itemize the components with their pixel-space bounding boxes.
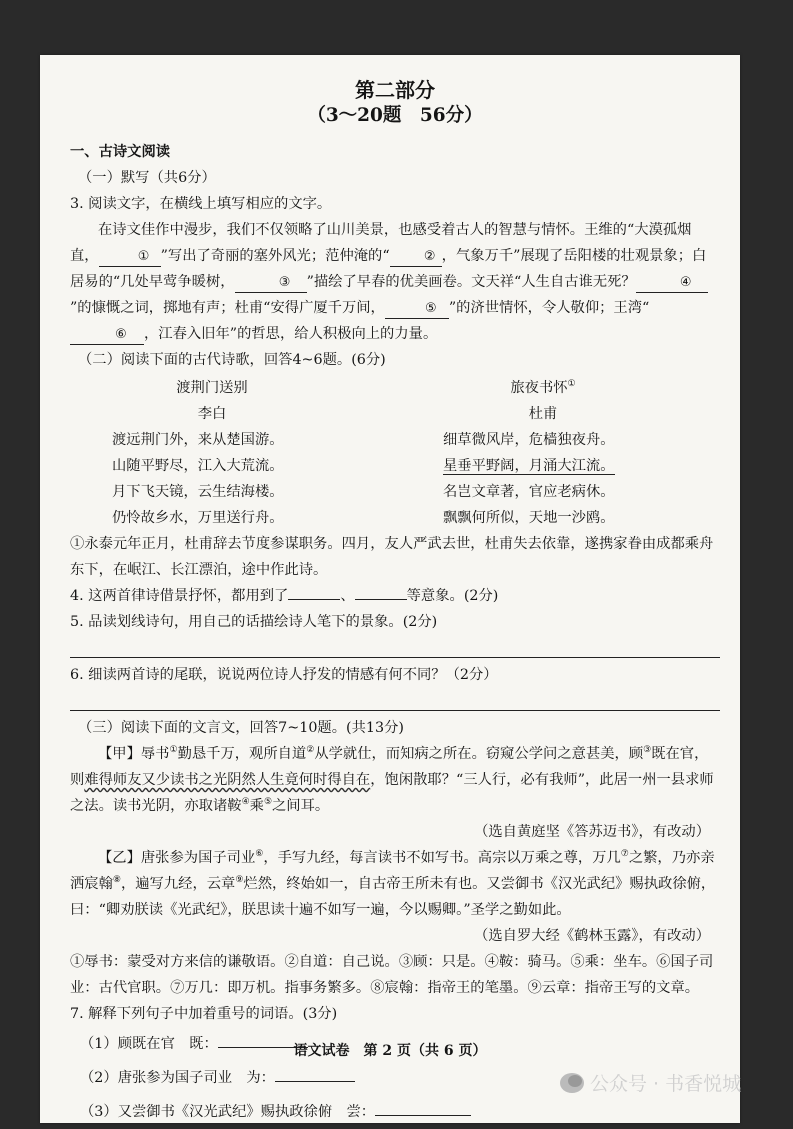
watermark [560, 1069, 741, 1096]
page-title: 第二部分 [355, 78, 435, 102]
poem-2-line: 细草微风岸，危樯独夜舟。 [443, 432, 615, 448]
q4-blank-2[interactable] [355, 599, 407, 600]
q5-answer-line[interactable] [70, 635, 720, 658]
page-content [70, 77, 720, 1129]
poem-1-line: 渡远荆门外，来从楚国游。 [112, 432, 284, 448]
poem-2-line: 名岂文章著，官应老病休。 [443, 484, 615, 500]
blank-6[interactable]: ⑥ [70, 325, 144, 345]
poem-1-line: 山随平野尽，江入大荒流。 [112, 458, 284, 474]
passage-yi-source: （选自罗大经《鹤林玉露》，有改动） [474, 928, 710, 944]
passage-jia: 【甲】辱书①勤恳千万，观所自道②从学就仕，而知病之所在。窃窥公学问之意甚美，顾③既在官，则难得师友又少读书之光阴然人生竟何时得自在，饱闲散耶？“三人行，必有我师”，此居一州一县求师之法。读书光阴，亦取诸鞍④乘⑤之间耳。 [70, 745, 714, 814]
passage-jia-source: （选自黄庭坚《答苏迈书》，有改动） [474, 824, 710, 840]
poem-note: ①永泰元年正月，杜甫辞去节度参谋职务。四月，友人严武去世，杜甫失去依靠，遂携家眷由成都乘舟东下，在岷江、长江漂泊，途中作此诗。 [70, 536, 714, 578]
page-subtitle: （3～20题 56分） [307, 105, 483, 126]
page-footer: 语文试卷 第 2 页（共 6 页） [293, 1043, 487, 1059]
wechat-icon [560, 1073, 584, 1093]
blank-4[interactable]: ④ [636, 273, 708, 293]
section-heading: 一、古诗文阅读 [70, 144, 171, 160]
q7-answer-3[interactable] [375, 1115, 471, 1116]
wavy-underlined-sentence: 难得师友又少读书之光阴然人生竟何时得自在 [84, 772, 371, 788]
blank-5[interactable]: ⑤ [385, 299, 449, 319]
passage-yi: 【乙】唐张参为国子司业⑥，手写九经，每言读书不如写书。高宗以万乘之尊，万几⑦之繁，乃亦亲洒宸翰⑧，遍写九经，云章⑨烂然，终始如一，自古帝王所未有也。又尝御书《汉光武纪》赐执政徐俯，曰：“卿劝朕读《光武纪》，朕思读十遍不如写一遍，今以赐卿。”圣学之勤如此。 [70, 849, 716, 918]
blank-2[interactable]: ② [390, 247, 442, 267]
q4: 4. 这两首律诗借景抒怀，都用到了 、 等意象。(2分) [70, 588, 499, 604]
q4-blank-1[interactable] [288, 599, 340, 600]
poem-2-title: 旅夜书怀① [510, 379, 576, 396]
part2-heading: （二）阅读下面的古代诗歌，回答4~6题。(6分) [78, 352, 386, 368]
q7-item-1: （1）顾既在官 既： [70, 1027, 720, 1061]
blank-1[interactable]: ① [99, 247, 161, 267]
poem-1-title: 渡荆门送别 [176, 380, 248, 396]
part3-heading: （三）阅读下面的文言文，回答7~10题。(共13分) [78, 720, 404, 736]
q6-answer-line[interactable] [70, 688, 720, 711]
poem-2-author: 杜甫 [528, 406, 558, 422]
poem-2 [395, 375, 720, 531]
poem-1 [70, 375, 395, 531]
q3-passage: 在诗文佳作中漫步，我们不仅领略了山川美景，也感受着古人的智慧与情怀。王维的“大漠孤烟直， ① ”写出了奇丽的塞外风光；范仲淹的“ ② ，气象万千”展现了岳阳楼的壮观景象；白居易的“几处早莺争暖树， ③ ”描绘了早春的优美画卷。文天祥“人生自古谁无死？ ④”的慷慨之词，掷地有声；杜甫“安得广厦千万间， ⑤ ”的济世情怀，令人敬仰；王湾“⑥ ，江春入旧年”的哲思，给人积极向上的力量。 [70, 217, 720, 347]
watermark-text: 公众号 · 书香悦城 [590, 1073, 742, 1095]
poem-1-author: 李白 [197, 406, 227, 422]
poem-2-line-underlined: 星垂平野阔，月涌大江流。 [443, 458, 615, 474]
exam-page [40, 55, 740, 1123]
footnotes: ①辱书：蒙受对方来信的谦敬语。②自道：自己说。③顾：只是。④鞍：骑马。⑤乘：坐车。⑥国子司业：古代官职。⑦万几：即万机。指事务繁多。⑧宸翰：指帝王的笔墨。⑨云章：指帝王写的文章。 [70, 954, 714, 996]
q7-answer-2[interactable] [275, 1081, 355, 1082]
q3-prompt: 3. 阅读文字，在横线上填写相应的文字。 [70, 196, 332, 212]
blank-3[interactable]: ③ [235, 273, 307, 293]
q7: 7. 解释下列句子中加着重号的词语。(3分) [70, 1006, 338, 1022]
poem-1-line: 仍怜故乡水，万里送行舟。 [112, 510, 284, 526]
poems-block [70, 375, 720, 531]
q6: 6. 细读两首诗的尾联，说说两位诗人抒发的情感有何不同？（2分） [70, 667, 498, 683]
poem-2-line: 飘飘何所似，天地一沙鸥。 [443, 510, 615, 526]
q7-item-3: （3）又尝御书《汉光武纪》赐执政徐俯 尝： [70, 1095, 720, 1129]
part1-heading: （一）默写（共6分） [78, 170, 216, 186]
poem-1-line: 月下飞天镜，云生结海楼。 [112, 484, 284, 500]
q5: 5. 品读划线诗句，用自己的话描绘诗人笔下的景象。(2分) [70, 614, 438, 630]
q7-item-2: （2）唐张参为国子司业 为： [70, 1061, 720, 1095]
